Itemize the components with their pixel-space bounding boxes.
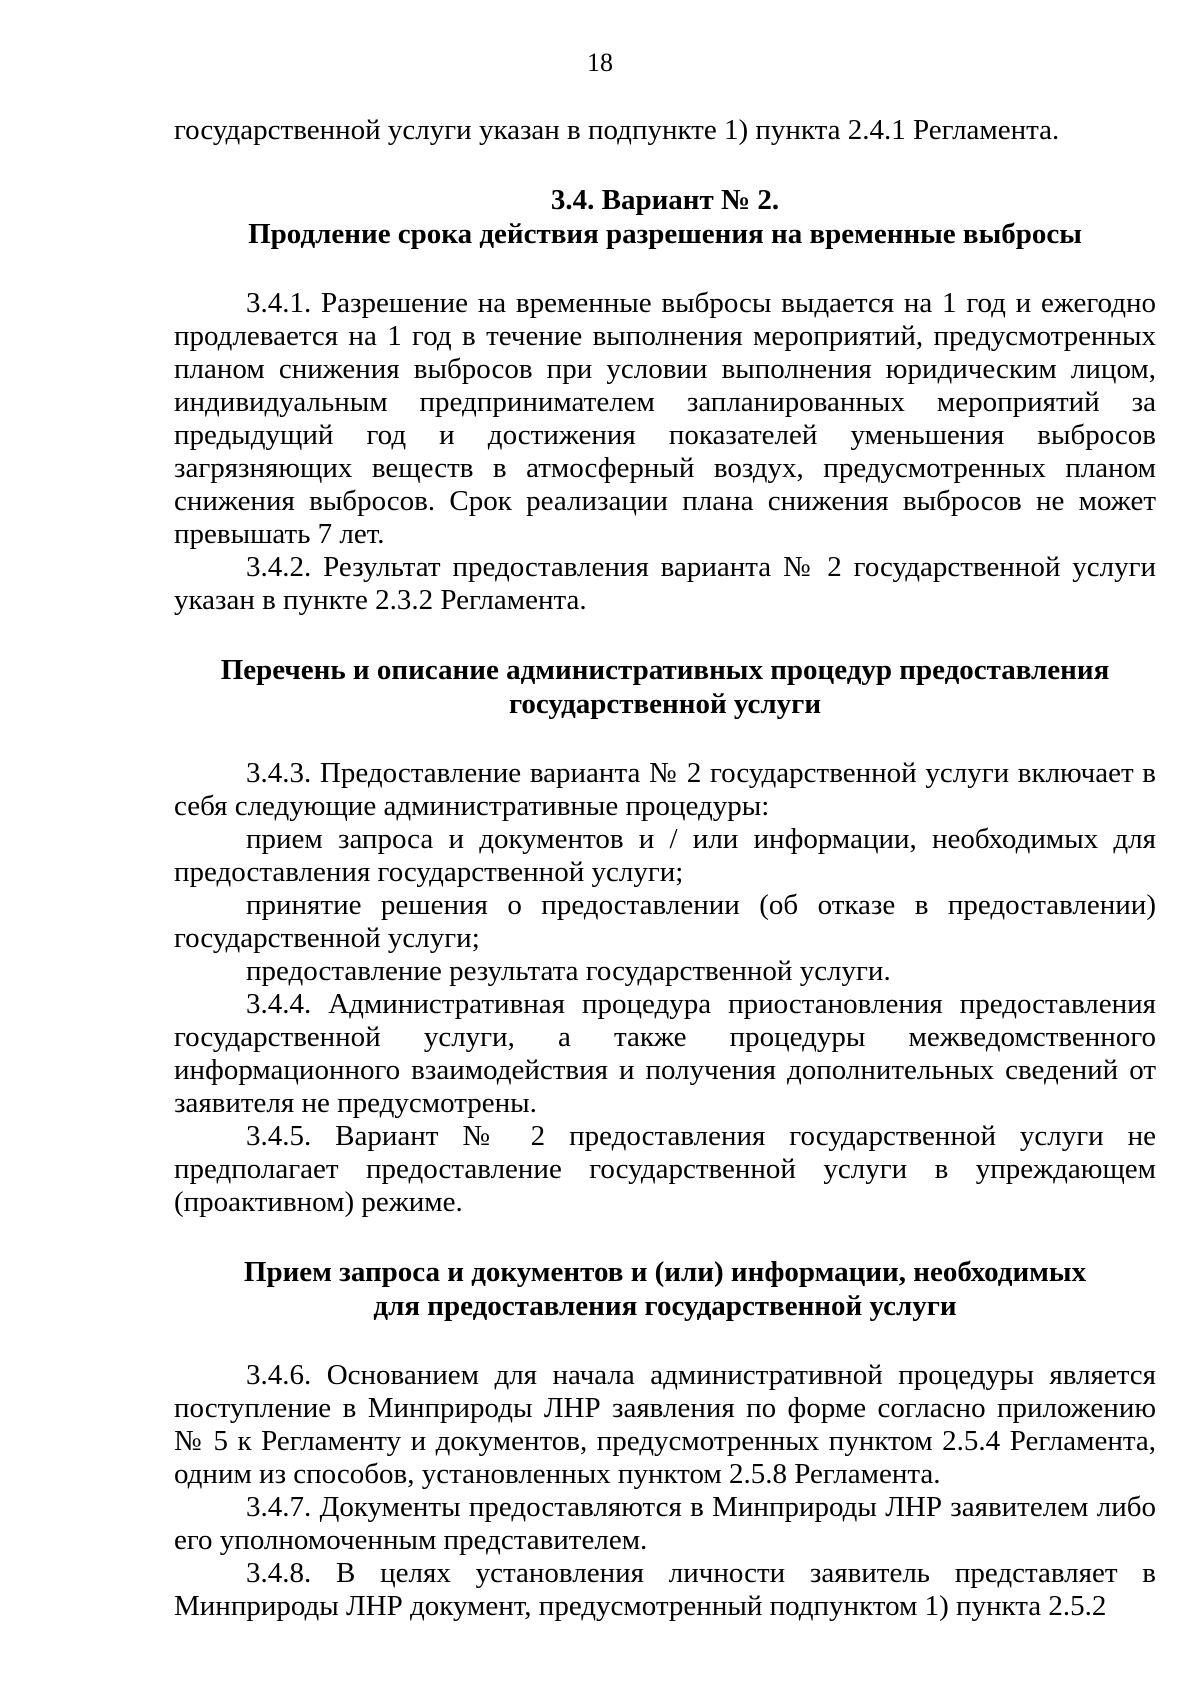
paragraph-3-4-8: 3.4.8. В целях установления личности заявитель представляет в Минприроды ЛНР документ, предусмотренный подпунктом 1) пункта 2.5.2	[174, 1557, 1156, 1622]
paragraph-continuation: государственной услуги указан в подпункте 1) пункта 2.4.1 Регламента.	[174, 114, 1060, 146]
heading-line: 3.4. Вариант № 2.	[550, 184, 780, 216]
heading-line: Перечень и описание административных процедур предоставления	[220, 654, 1110, 686]
heading-line: Продление срока действия разрешения на временные выбросы	[248, 218, 1082, 250]
list-item-procedure: предоставление результата государственной услуги.	[246, 955, 891, 987]
document-body	[174, 114, 1156, 1623]
heading-line: Прием запроса и документов и (или) информации, необходимых	[243, 1256, 1087, 1288]
paragraph-3-4-5: 3.4.5. Вариант № 2 предоставления государственной услуги не предполагает предоставление государственной услуги в упреждающем (проактивном) режиме.	[174, 1120, 1156, 1218]
paragraph-3-4-6: 3.4.6. Основанием для начала административной процедуры является поступление в Минприроды ЛНР заявления по форме согласно приложению № 5 к Регламенту и документов, предусмотренных пунктом 2.5.4 Регламента, одним из способов, установленных пунктом 2.5.8 Регламента.	[174, 1359, 1156, 1490]
section-heading-procedures	[174, 653, 1156, 721]
heading-line: для предоставления государственной услуги	[373, 1290, 957, 1322]
paragraph-3-4-4: 3.4.4. Административная процедура приостановления предоставления государственной услуги, а также процедуры межведомственного информационного взаимодействия и получения дополнительных сведений от заявителя не предусмотрены.	[174, 988, 1156, 1119]
section-heading-request-intake	[174, 1255, 1156, 1323]
list-item-procedure: принятие решения о предоставлении (об отказе в предоставлении) государственной услуги;	[174, 889, 1156, 954]
paragraph-3-4-1: 3.4.1. Разрешение на временные выбросы выдается на 1 год и ежегодно продлевается на 1 год в течение выполнения мероприятий, предусмотренных планом снижения выбросов при условии выполнения юридическим лицом, индивидуальным предпринимателем запланированных мероприятий за предыдущий год и достижения показателей уменьшения выбросов загрязняющих веществ в атмосферный воздух, предусмотренных планом снижения выбросов. Срок реализации плана снижения выбросов не может превышать 7 лет.	[174, 287, 1156, 550]
paragraph-3-4-2: 3.4.2. Результат предоставления варианта № 2 государственной услуги указан в пункте 2.3.2 Регламента.	[174, 551, 1156, 616]
paragraph-3-4-3: 3.4.3. Предоставление варианта № 2 государственной услуги включает в себя следующие административные процедуры:	[174, 757, 1156, 822]
paragraph-3-4-7: 3.4.7. Документы предоставляются в Минприроды ЛНР заявителем либо его уполномоченным представителем.	[174, 1491, 1156, 1556]
section-heading-variant-2	[174, 183, 1156, 251]
page-number: 18	[587, 48, 613, 77]
heading-line: государственной услуги	[508, 688, 822, 720]
list-item-procedure: прием запроса и документов и / или информации, необходимых для предоставления государственной услуги;	[174, 823, 1156, 888]
